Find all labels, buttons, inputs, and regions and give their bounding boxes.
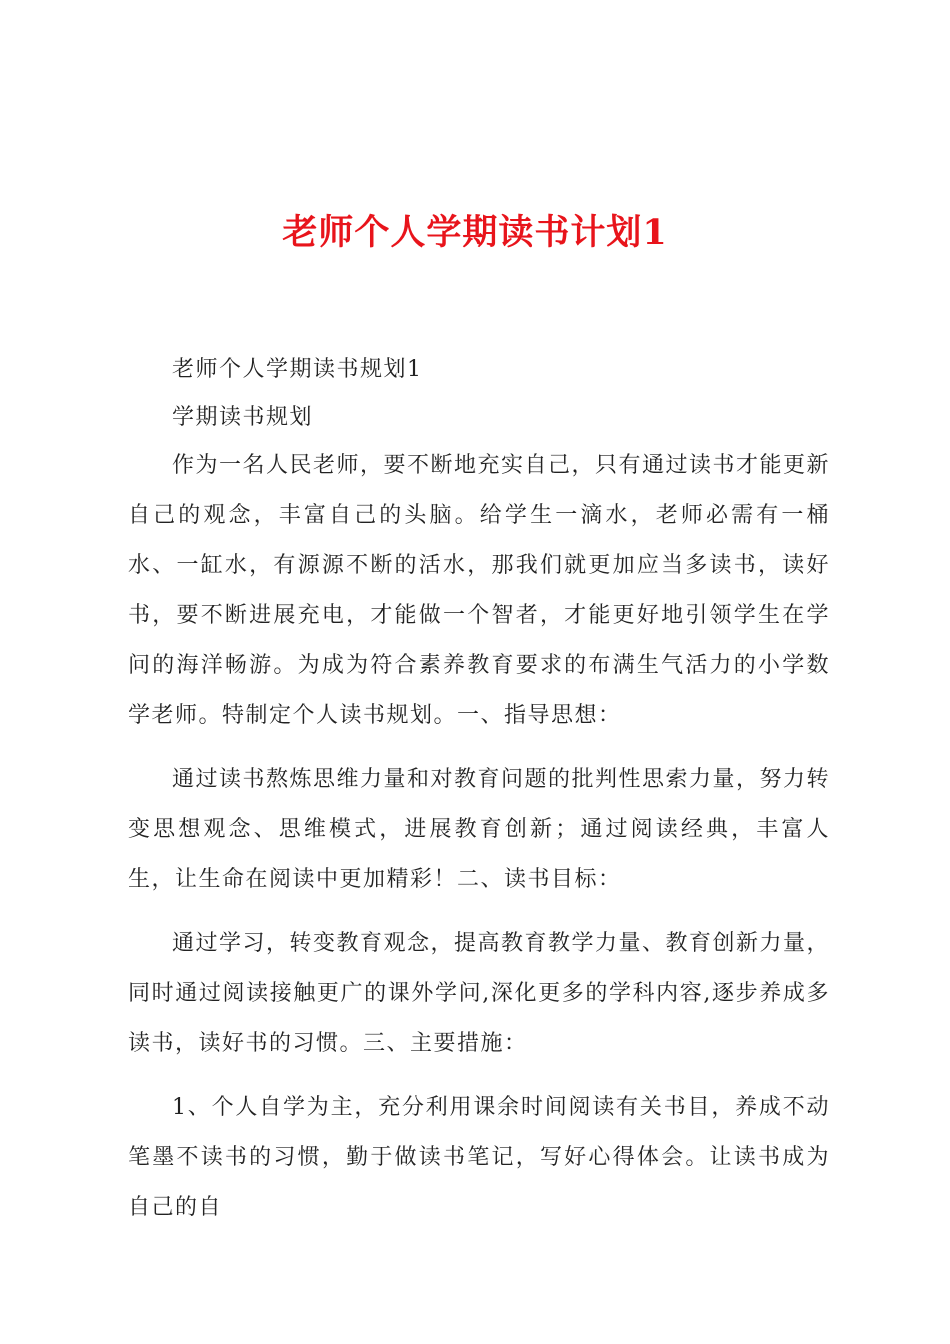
paragraph-subtitle: 老师个人学期读书规划1: [172, 357, 423, 382]
paragraph-measures: 1、个人自学为主，充分利用课余时间阅读有关书目，养成不动笔墨不读书的习惯，勤于做读书笔记，写好心得体会。让读书成为自己的自: [128, 1095, 830, 1220]
paragraph-heading: 学期读书规划: [172, 405, 314, 430]
paragraph-intro: 作为一名人民老师，要不断地充实自己，只有通过读书才能更新自己的观念，丰富自己的头脑。给学生一滴水，老师必需有一桶水、一缸水，有源源不断的活水，那我们就更加应当多读书，读好书，要不断进展充电，才能做一个智者，才能更好地引领学生在学问的海洋畅游。为成为符合素养教育要求的布满生气活力的小学数学老师。特制定个人读书规划。一、指导思想：: [128, 453, 831, 728]
document-title: 老师个人学期读书计划1: [282, 212, 668, 253]
paragraph-reading-goals: 通过学习，转变教育观念，提高教育教学力量、教育创新力量，同时通过阅读接触更广的课外学问,深化更多的学科内容,逐步养成多读书，读好书的习惯。三、主要措施：: [128, 931, 831, 1056]
document-body: [128, 345, 830, 1247]
paragraph-guiding-thought: 通过读书熬炼思维力量和对教育问题的批判性思索力量，努力转变思想观念、思维模式，进展教育创新；通过阅读经典，丰富人生，让生命在阅读中更加精彩！二、读书目标：: [128, 767, 831, 892]
